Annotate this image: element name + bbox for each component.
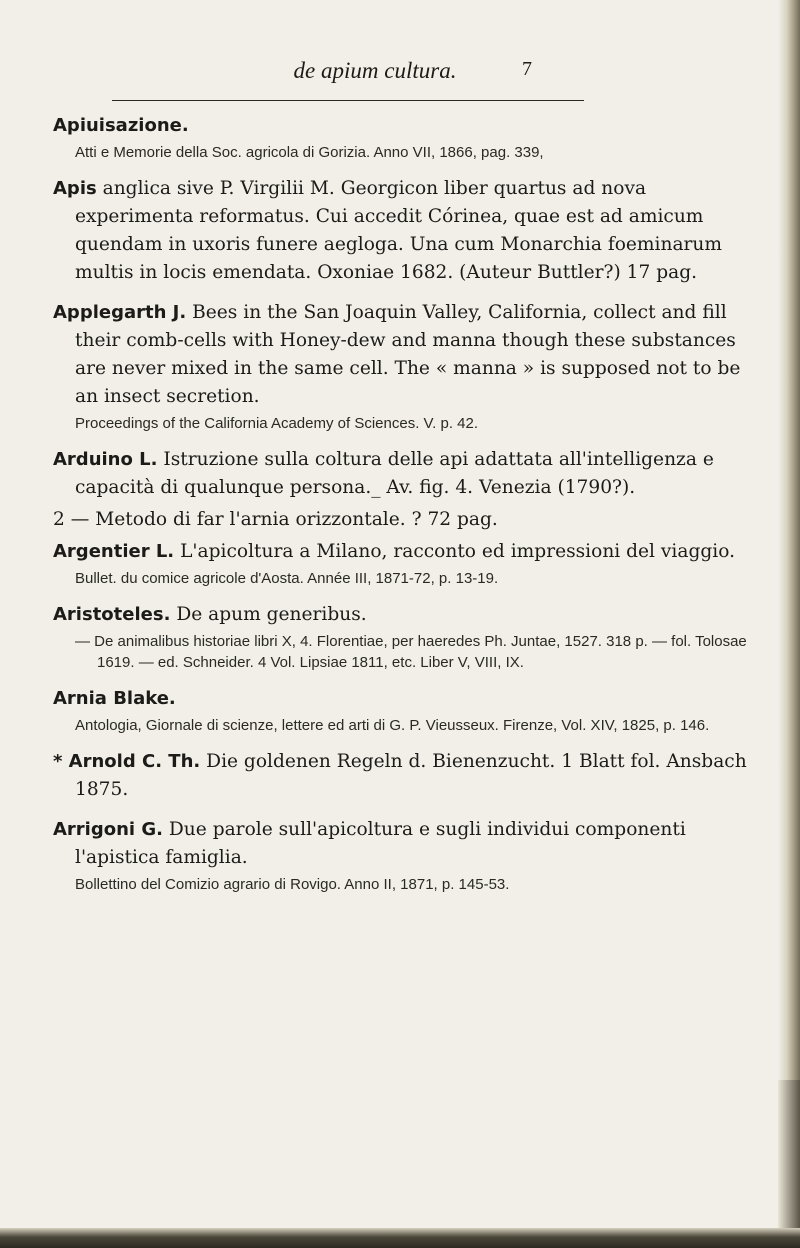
entry-aristoteles — [53, 601, 753, 673]
entry-author: Applegarth J. — [53, 302, 187, 323]
entry-author: Apis — [53, 178, 97, 199]
entry-reference: Atti e Memorie della Soc. agricola di Gorizia. Anno VII, 1866, pag. 339, — [75, 144, 544, 161]
entry-author: Aristoteles. — [53, 604, 171, 625]
page-header — [100, 58, 770, 88]
bibliography-list — [53, 112, 753, 907]
entry-main — [53, 816, 753, 872]
entry-main — [53, 748, 753, 804]
entry-author: Arduino L. — [53, 449, 158, 470]
entry-main — [53, 538, 753, 566]
entry-main — [53, 175, 753, 287]
running-title: de apium cultura. — [293, 58, 457, 83]
page-edge-shadow — [778, 0, 800, 1248]
entry-reference: Bullet. du comice agricole d'Aosta. Année III, 1871-72, p. 13-19. — [75, 570, 499, 587]
entry-apiuisazione — [53, 112, 753, 163]
entry-author: Argentier L. — [53, 541, 175, 562]
page-number: 7 — [522, 58, 532, 80]
entry-author: Arnia Blake. — [53, 688, 176, 709]
entry-main — [53, 112, 753, 140]
entry-author: Apiuisazione. — [53, 115, 189, 136]
entry-reference: Proceedings of the California Academy of Sciences. V. p. 42. — [75, 415, 479, 432]
entry-arnia-blake — [53, 685, 753, 736]
entry-main — [53, 685, 753, 713]
entry-arrigoni — [53, 816, 753, 895]
entry-arduino-2 — [53, 506, 753, 534]
entry-text: Istruzione sulla coltura delle api adattata all'intelligenza e capacità di qualunque persona._ Av. fig. 4. Venezia (1790?). — [75, 449, 714, 498]
entry-text: Due parole sull'apicoltura e sugli individui componenti l'apistica famiglia. — [75, 819, 686, 868]
entry-main — [53, 446, 753, 502]
entry-text: De apum generibus. — [176, 604, 367, 625]
entry-reference: Antologia, Giornale di scienze, lettere ed arti di G. P. Vieusseux. Firenze, Vol. XIV, 1825, p. 146. — [75, 717, 710, 734]
entry-text: — Metodo di far l'arnia orizzontale. ? 72 pag. — [70, 509, 498, 530]
entry-arnold — [53, 748, 753, 804]
entry-applegarth — [53, 299, 753, 434]
entry-text: L'apicoltura a Milano, racconto ed impressioni del viaggio. — [180, 541, 735, 562]
entry-apis — [53, 175, 753, 287]
entry-argentier — [53, 538, 753, 589]
entry-number: 2 — [53, 509, 65, 530]
entry-arduino — [53, 446, 753, 502]
entry-main — [53, 506, 753, 534]
entry-text: Bees in the San Joaquin Valley, California, collect and fill their comb-cells with Honey-dew and manna though these substances are never mixed in the same cell. The « manna » is supposed not to be an insect secretion. — [75, 302, 741, 407]
entry-text: Die goldenen Regeln d. Bienenzucht. 1 Blatt fol. Ansbach 1875. — [75, 751, 747, 800]
scan-bottom-edge — [0, 1228, 800, 1248]
entry-main — [53, 601, 753, 629]
entry-text: anglica sive P. Virgilii M. Georgicon liber quartus ad nova experimenta reformatus. Cui accedit Córinea, quae est ad amicum quendam in uxoris funere aegloga. Una cum Monarchia foeminarum multis in locis emendata. Oxoniae 1682. (Auteur Buttler?) 17 pag. — [75, 178, 723, 283]
entry-author: Arrigoni G. — [53, 819, 163, 840]
entry-author: * Arnold C. Th. — [53, 751, 201, 772]
entry-main — [53, 299, 753, 411]
header-rule — [112, 100, 584, 101]
entry-reference: Bollettino del Comizio agrario di Rovigo. Anno II, 1871, p. 145-53. — [75, 876, 510, 893]
entry-reference: — De animalibus historiae libri X, 4. Florentiae, per haeredes Ph. Juntae, 1527. 318 p. — fol. Tolosae 1619. — ed. Schneider. 4 Vol. Lipsiae 1811, etc. Liber V, VIII, IX. — [75, 633, 747, 671]
